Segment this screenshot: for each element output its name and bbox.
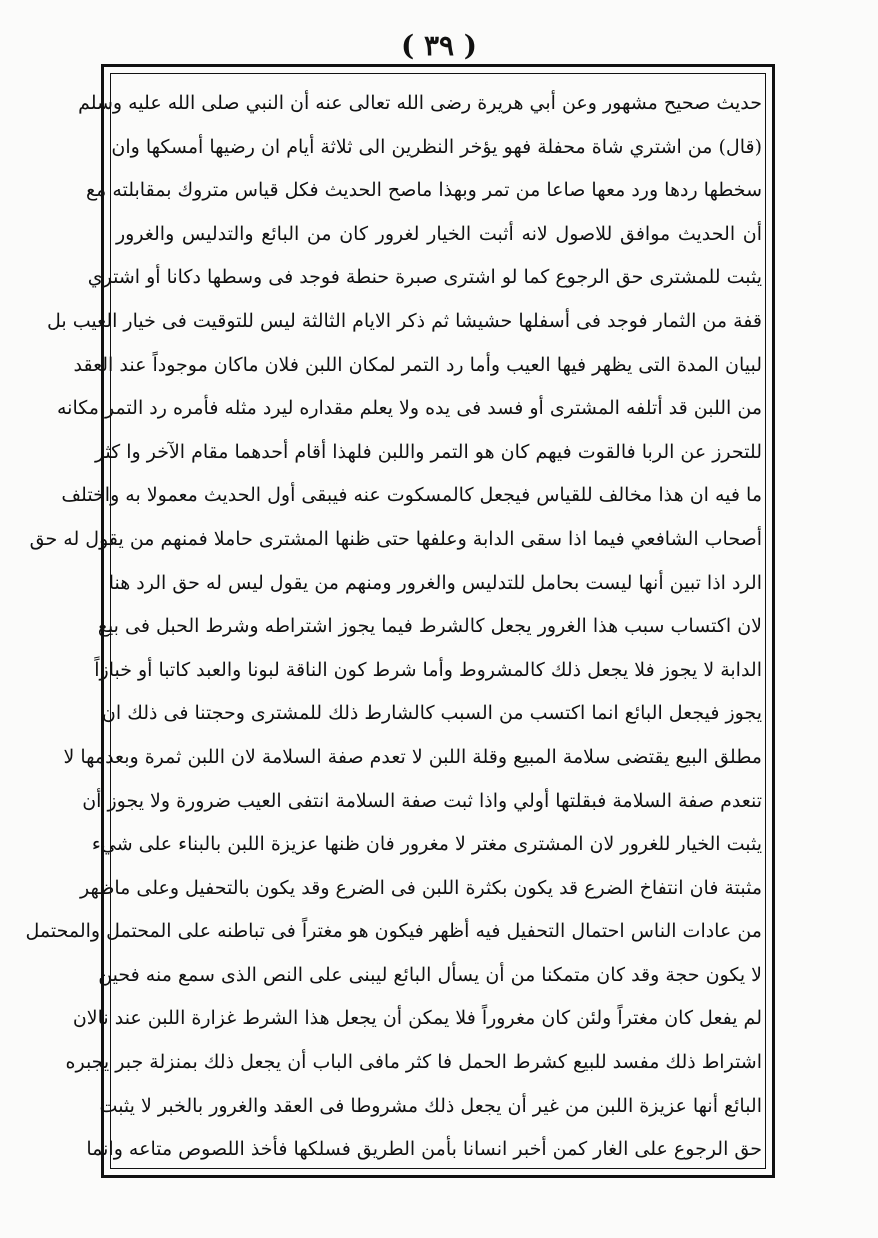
text-line: يثبت الخيار للغرور لان المشترى مغتر لا مغرور فان ظنها عزيزة اللبن بالبناء على شيء: [91, 833, 762, 856]
text-line: أصحاب الشافعي فيما اذا سقى الدابة وعلفها حتى ظنها المشترى حاملا فمنهم من يقول له حق: [29, 527, 762, 550]
text-line: لبيان المدة التى يظهر فيها العيب وأما رد التمر لمكان اللبن فلان ماكان موجوداً عند العقد: [73, 353, 762, 376]
text-line: حديث صحيح مشهور وعن أبي هريرة رضى الله تعالى عنه أن النبي صلى الله عليه وسلم: [78, 92, 762, 114]
text-line: سخطها ردها ورد معها صاعا من تمر وبهذا ماصح الحديث فكل قياس متروك بمقابلته مع: [85, 179, 762, 202]
text-line: يثبت للمشترى حق الرجوع كما لو اشترى صبرة حنطة فوجد فى وسطها دكانا أو اشتري: [87, 266, 762, 289]
text-line: البائع أنها عزيزة اللبن من غير أن يجعل ذلك مشروطا فى العقد والغرور بالخبر لا يثبت: [99, 1094, 762, 1117]
text-line: تنعدم صفة السلامة فبقلتها أولي واذا ثبت صفة السلامة انتفى العيب ضرورة ولا يجوز أن: [82, 789, 762, 812]
text-line: اشتراط ذلك مفسد للبيع كشرط الحمل فا كثر مافى الباب أن يجعل ذلك بمنزلة جبر يجبره: [65, 1051, 762, 1074]
text-line: لم يفعل كان مغتراً ولئن كان مغروراً فلا يمكن أن يجعل هذا الشرط غزارة اللبن عند نالان: [72, 1007, 762, 1030]
text-line: من اللبن قد أتلفه المشترى أو فسد فى يده ولا يعلم مقداره ليرد مثله فأمره رد التمر مكانه: [56, 397, 762, 420]
text-line: أن الحديث موافق للاصول لانه أثبت الخيار لغرور كان من البائع والتدليس والغرور: [116, 222, 762, 245]
text-line: قفة من الثمار فوجد فى أسفلها حشيشا ثم ذكر الايام الثالثة ليس للتوقيت فى خيار العيب بل: [47, 309, 762, 332]
text-line: للتحرز عن الربا فالقوت فيهم كان هو التمر واللبن فلهذا أقام أحدهما مقام الآخر وا كثر: [94, 440, 762, 463]
text-line: الرد اذا تبين أنها ليست بحامل للتدليس والغرور ومنهم من يقول ليس له حق الرد هنا: [108, 571, 762, 594]
page-number: ( ٣٩ ): [400, 29, 478, 62]
text-line: مطلق البيع يقتضى سلامة المبيع وقلة اللبن لا تعدم صفة السلامة لان اللبن ثمرة وبعدمها لا: [63, 745, 762, 768]
text-line: مثبتة فان انتفاخ الضرع قد يكون بكثرة اللبن فى الضرع وقد يكون بالتحفيل وعلى ماظهر: [79, 876, 762, 899]
text-line: من عادات الناس احتمال التحفيل فيه أظهر فيكون هو مغتراً فى تباطنه على المحتمل والمحتمل: [25, 920, 762, 943]
text-line: حق الرجوع على الغار كمن أخبر انسانا بأمن الطريق فسلكها فأخذ اللصوص متاعه وانما: [86, 1138, 762, 1161]
text-line: لان اكتساب سبب هذا الغرور يجعل كالشرط فيما يجوز اشتراطه وشرط الحبل فى بيع: [97, 615, 762, 638]
text-line: الدابة لا يجوز فلا يجعل ذلك كالمشروط وأما شرط كون الناقة لبونا والعبد كاتبا أو خبازاً: [94, 658, 762, 681]
text-line: ما فيه ان هذا مخالف للقياس فيجعل كالمسكوت عنه فيبقى أول الحديث معمولا به واختلف: [61, 484, 762, 507]
page-body-text: [25, 82, 762, 1172]
text-line: يجوز فيجعل البائع انما اكتسب من السبب كالشارط ذلك للمشترى وحجتنا فى ذلك ان: [101, 702, 762, 725]
text-line: لا يكون حجة وقد كان متمكنا من أن يسأل البائع ليبنى على النص الذى سمع منه فحين: [98, 963, 762, 986]
text-line: (قال) من اشتري شاة محفلة فهو يؤخر النظرين الى ثلاثة أيام ان رضيها أمسكها وان: [111, 135, 762, 158]
